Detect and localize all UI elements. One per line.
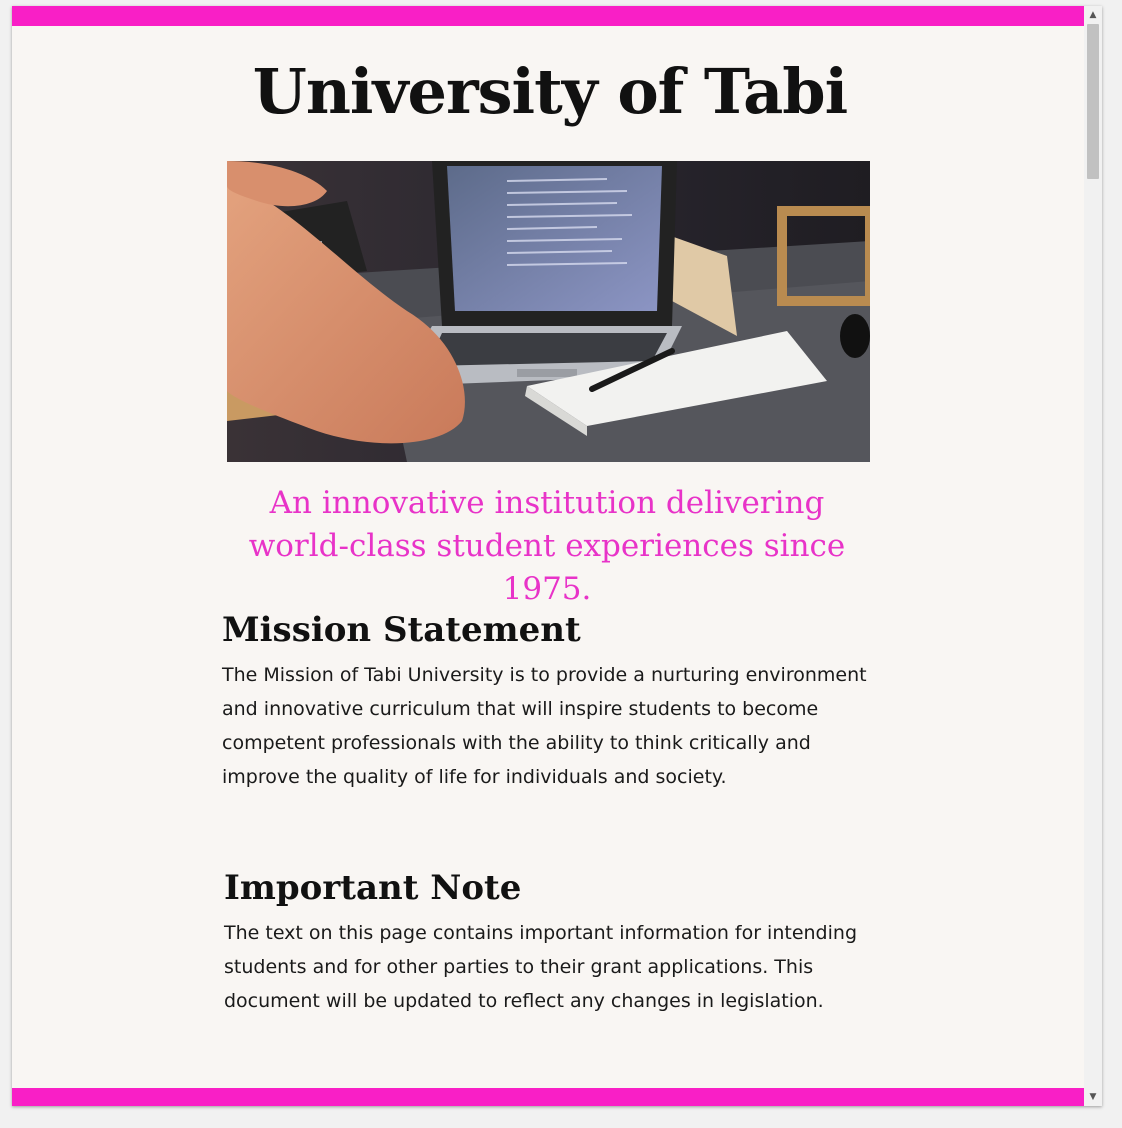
hero-photo-illustration (227, 161, 870, 462)
chevron-up-icon[interactable]: ▲ (1089, 10, 1097, 20)
page-title: University of Tabi (252, 55, 848, 128)
mission-text: The Mission of Tabi University is to provide a nurturing environment and innovative curriculum that will inspire students to become competent professionals with the ability to think critically and improve the quality of life for individuals and society. (222, 664, 867, 788)
browser-window (12, 6, 1102, 1106)
bottom-accent-bar (12, 1088, 1084, 1106)
important-note-heading: Important Note (224, 868, 522, 908)
top-accent-bar (12, 6, 1084, 26)
chevron-down-icon[interactable]: ▼ (1089, 1092, 1097, 1102)
scrollbar-thumb[interactable] (1087, 24, 1099, 179)
mission-heading: Mission Statement (222, 610, 581, 650)
page-viewport (12, 6, 1084, 1106)
vertical-scrollbar[interactable] (1084, 6, 1102, 1106)
hero-image (227, 161, 870, 462)
important-note-text: The text on this page contains important information for intending students and for other parties to their grant applications. This document will be updated to reflect any changes in legislation. (224, 922, 858, 1012)
tagline: An innovative institution delivering world-class student experiences since 1975. (248, 485, 846, 607)
